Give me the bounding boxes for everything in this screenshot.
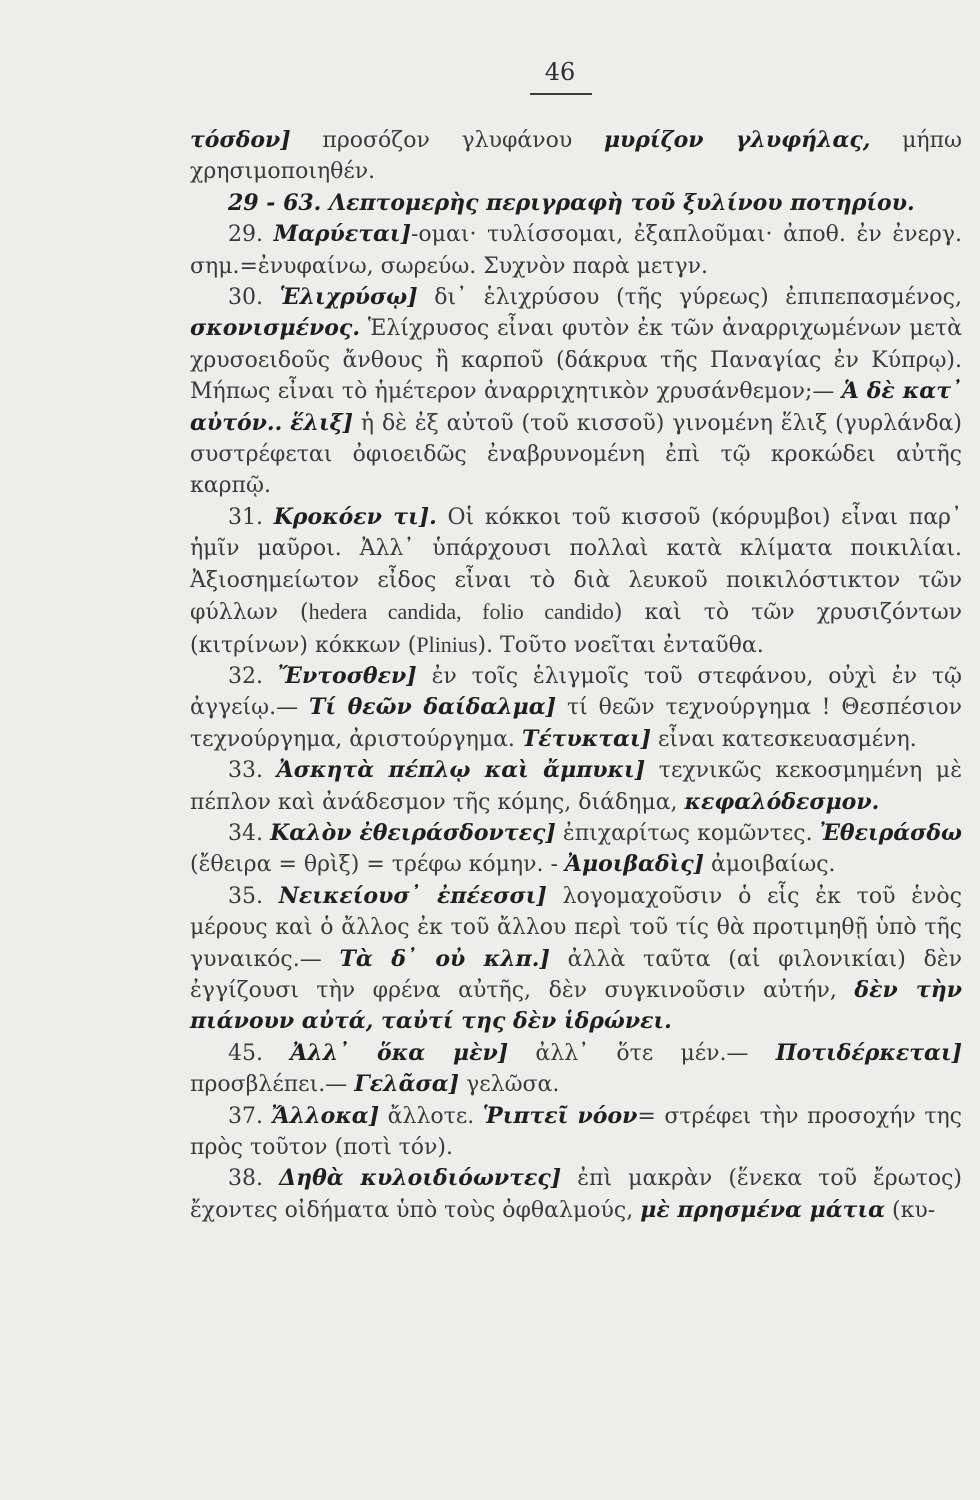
gloss-text: Ἑλίχρυσος εἶναι φυτὸν ἐκ τῶν ἀναρριχωμένων μετὰ χρυσοειδοῦς ἄνθους ἢ καρποῦ (δάκρυα τῆς Παναγίας ἐν Κύπρῳ). Μήπως εἶναι τὸ ἡμέτερον ἀναρριχητικὸν χρυσάνθεμον;— [190, 316, 962, 405]
commentary-text [190, 125, 962, 1226]
gloss-text: 34. [228, 820, 271, 846]
gloss-text: τί θεῶν τεχνούργημα ! Θεσπέσιον τεχνούργημα, ἀριστούργημα. [190, 695, 962, 752]
gloss-text: ) καὶ τὸ τῶν χρυσιζόντων (κιτρίνων) κόκκων ( [190, 600, 963, 658]
lemma: Ἄλλοκα] [271, 1102, 380, 1129]
lemma: 29 - 63. Λεπτομερὴς περιγραφὴ τοῦ ξυλίνου ποτηρίου. [228, 189, 915, 216]
lemma: Ἁ δὲ κατ᾽ αὐτόν.. [190, 378, 962, 436]
lemma: Ἑλιχρύσῳ] [279, 284, 418, 311]
commentary-entry [190, 1038, 962, 1101]
gloss-text: ἀμοιβαίως. [704, 852, 836, 878]
lemma: Ποτιδέρκεται] [775, 1039, 963, 1066]
gloss-text [282, 411, 290, 436]
gloss-text: προσβλέπει.— [190, 1072, 355, 1098]
commentary-entry [190, 1163, 962, 1226]
commentary-entry [190, 188, 962, 219]
gloss-text: 38. [228, 1166, 280, 1192]
gloss-text: -ομαι· τυλίσσομαι, ἐξαπλοῦμαι· ἀποθ. ἐν ἐνεργ. σημ.=ἐνυφαίνω, σωρεύω. Συχνὸν παρὰ μετγν. [190, 222, 963, 279]
gloss-text: τεχνικῶς κεκοσμημένη μὲ πέπλον καὶ ἀνάδεσμον τῆς κόμης, διάδημα, [190, 758, 962, 815]
gloss-text: γελῶσα. [459, 1072, 560, 1098]
lemma: Δηθὰ κυλοιδιόωντες] [279, 1165, 562, 1192]
gloss-text: ἀλλ᾽ ὅτε μέν.— [508, 1040, 776, 1066]
page-number-rule [530, 93, 592, 95]
gloss-text: ἐπιχαρίτως κομῶντες. [555, 820, 820, 846]
gloss-text: 35. [228, 883, 279, 909]
gloss-text: λογομαχοῦσιν ὁ εἷς ἐκ τοῦ ἑνὸς μέρους καὶ ὁ ἄλλος ἐκ τοῦ ἄλλου περὶ τοῦ τίς θὰ προτιμηθῇ ὑπὸ τῆς γυναικός.— [190, 883, 962, 972]
lemma: Ἀλλ᾽ ὅκα μὲν] [290, 1039, 509, 1066]
lemma: Κροκόεν τι]. [273, 503, 437, 530]
gloss-text: 33. [228, 758, 277, 784]
latin-citation: Plinius [416, 631, 478, 657]
gloss-text: δι᾽ ἑλιχρύσου (τῆς γύρεως) ἐπιπεπασμένος, [417, 285, 962, 311]
lemma: Τί θεῶν δαίδαλμα] [309, 694, 557, 721]
gloss-text: 32. [228, 663, 278, 689]
gloss-text: 37. [228, 1103, 272, 1129]
lemma: Ἀμοιβαδὶς] [564, 851, 705, 878]
gloss-text: (ἔθειρα = θρὶξ) = τρέφω κόμην. - [190, 852, 565, 878]
lemma: Ῥιπτεῖ νόον [482, 1102, 638, 1129]
commentary-entry [190, 502, 962, 661]
gloss-text: ). Τοῦτο νοεῖται ἐνταῦθα. [477, 632, 764, 658]
commentary-entry [190, 1101, 962, 1164]
lemma: δὲν τὴν πιάνουν αὐτά, ταὐτί της δὲν ἱδρώνει. [190, 976, 962, 1035]
gloss-text: μήπω χρησιμοποιηθέν. [190, 128, 962, 185]
gloss-text: ἐπὶ μακρὰν (ἕνεκα τοῦ ἔρωτος) ἔχοντες οἰδήματα ὑπὸ τοὺς ὀφθαλμούς, [190, 1166, 963, 1223]
lemma: Νεικείουσ᾽ ἐπέεσσι] [278, 882, 547, 909]
commentary-entry [190, 125, 962, 188]
gloss-text: (κυ- [885, 1197, 936, 1223]
commentary-entry [190, 282, 962, 502]
gloss-text: = στρέφει τὴν προσοχήν της πρὸς τοῦτον (ποτὶ τόν). [190, 1103, 962, 1160]
gloss-text: 29. [228, 222, 274, 248]
lemma: Ἔντοσθεν] [277, 662, 417, 689]
gloss-text: ἐν τοῖς ἑλιγμοῖς τοῦ στεφάνου, οὐχὶ ἐν τῷ ἀγγείῳ.— [190, 663, 962, 721]
commentary-entry [190, 219, 962, 282]
gloss-text: εἶναι κατεσκευασμένη. [651, 726, 917, 752]
gloss-text: 45. [228, 1040, 291, 1066]
lemma: Τέτυκται] [521, 725, 652, 752]
lemma: μυρίζον γλυφήλας, [603, 127, 871, 153]
gloss-text: ἀλλὰ ταῦτα (αἱ φιλονικίαι) δὲν ἐγγίζουσι τὴν φρένα αὐτῆς, δὲν συγκινοῦσιν αὐτήν, [190, 946, 962, 1003]
commentary-entry [190, 818, 962, 881]
lemma: Μαρύεται] [273, 221, 411, 248]
page-number: 46 [544, 58, 576, 86]
lemma: Ἐθειράσδω [819, 819, 962, 846]
commentary-entry [190, 755, 962, 818]
lemma: Καλὸν ἐθειράσδοντες] [270, 819, 556, 846]
lemma: τόσδον] [190, 127, 291, 153]
gloss-text: ἡ δὲ ἐξ αὐτοῦ (τοῦ κισσοῦ) γινομένη ἕλιξ (γυρλάνδα) συστρέφεται ὀφιοειδῶς ἐναβρυνομένη ἐπὶ τῷ κροκώδει αὐτῆς καρπῷ. [190, 410, 962, 499]
gloss-text: Οἱ κόκκοι τοῦ κισσοῦ (κόρυμβοι) εἶναι παρ᾽ ἡμῖν μαῦροι. Ἀλλ᾽ ὑπάρχουσι πολλαὶ κατὰ κλίματα ποικιλίαι. Ἀξιοσημείωτον εἶδος εἶναι τὸ διὰ λευκοῦ ποικιλόστικτον τῶν φύλλων ( [190, 504, 962, 626]
commentary-entry [190, 881, 962, 1038]
lemma: Γελᾶσα] [354, 1071, 460, 1098]
lemma: Ἀσκητὰ πέπλῳ καὶ ἄμπυκι] [276, 757, 646, 784]
gloss-text: 30. [228, 285, 280, 311]
lemma: κεφαλόδεσμον. [684, 788, 880, 815]
gloss-text: 31. [228, 504, 274, 530]
lemma: ἕλιξ] [290, 409, 354, 436]
gloss-text: ἄλλοτε. [379, 1103, 483, 1129]
gloss-text: προσόζον γλυφάνου [290, 128, 604, 153]
lemma: μὲ πρησμένα μάτια [640, 1196, 886, 1223]
lemma: Τὰ δ᾽ οὐ κλπ.] [339, 945, 550, 972]
lemma: σκονισμένος. [190, 315, 360, 342]
latin-citation: hedera candida, folio candido [308, 599, 614, 625]
commentary-entry [190, 661, 962, 755]
